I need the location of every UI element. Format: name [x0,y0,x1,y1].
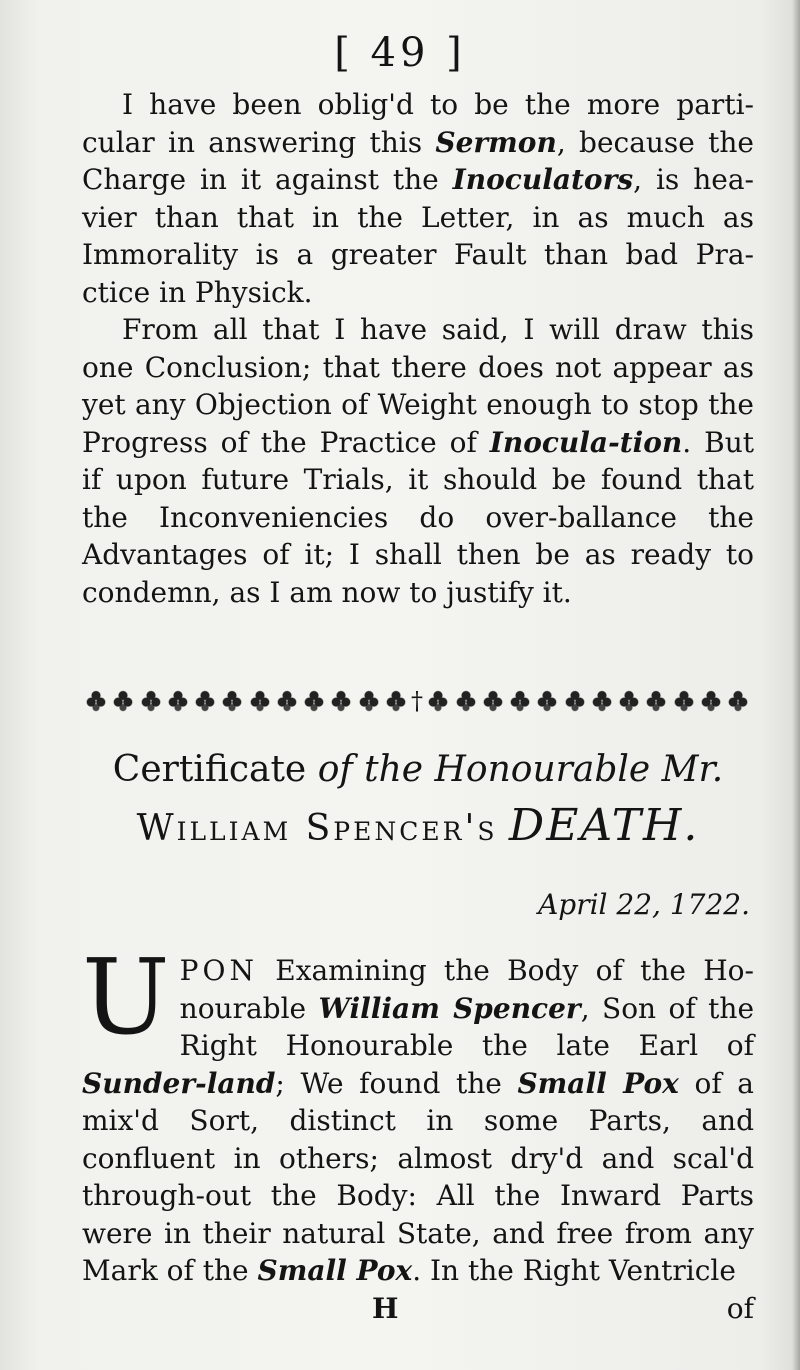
italic-run: Inoculators [452,163,634,196]
text-run: ; We found the [275,1066,518,1100]
certificate-heading [82,742,754,857]
page-footer [82,1292,754,1332]
text-run: of a mix'd Sort, distinct in some Parts, and confluent in others; almost dry'd and scal'd through-out the Body: All the Inward Parts were in their natural State, and free from any Mark of the [82,1066,755,1287]
fleuron-icon [563,690,587,712]
ornament-divider [84,686,750,716]
text-run: , is hea-vier than that in the Letter, in as much as Immorality is a greater Fault than bad Pra-ctice in Physick. [82,163,754,309]
examination-text [82,936,755,1287]
text-run: . But if upon future Trials, it should be found that the Inconveniencies do over-ballance the Advantages of it; I shall then be as ready to condemn, as I am now to justify it. [82,425,754,609]
body-text-top [82,86,754,611]
text-run: From all that I have said, I will draw this one Conclusion; that there does not appear as yet any Objection of Weight enough to stop the Progress of the Practice of [82,313,754,459]
text-run: , Son of the Right Honourable the late Earl of [179,991,755,1062]
heading-word-spencer: William Spencer's [136,808,498,849]
signature-mark: H [372,1292,399,1325]
fleuron-icon [275,690,299,712]
fleuron-icon [508,690,532,712]
fleuron-icon [454,690,478,712]
fleuron-icon [84,690,108,712]
heading-word-honourable: of the Honourable [317,749,651,790]
text-run: , because the Charge in it against the [82,125,754,196]
fleuron-icon [302,690,326,712]
certificate-date: April 22, 1722. [538,888,750,921]
first-word: PON [179,954,258,987]
fleuron-icon [384,690,408,712]
fleuron-icon [590,690,614,712]
heading-word-mr: Mr. [661,749,724,790]
fleuron-icon [248,690,272,712]
body-text-bottom [82,936,755,1290]
fleuron-icon [329,690,353,712]
dagger-icon: † [411,687,423,715]
fleuron-icon [220,690,244,712]
italic-run: Small Pox [517,1066,679,1100]
italic-run: Sermon [435,125,557,159]
italic-run: William Spencer [318,991,581,1025]
fleuron-icon [193,690,217,712]
fleuron-icon [535,690,559,712]
paragraph-examination [82,936,755,1290]
heading-word-death: DEATH. [508,800,700,851]
paragraph-sermon [82,86,754,311]
italic-run: Small Pox [257,1254,413,1287]
fleuron-icon [139,690,163,712]
fleuron-icon [111,690,135,712]
italic-run: Sunder-land [82,1066,276,1100]
drop-cap: U [82,936,170,1058]
fleuron-icon [672,690,696,712]
fleuron-icon [166,690,190,712]
fleuron-icon [726,690,750,712]
paragraph-conclusion [82,311,754,611]
catchword: of [726,1292,754,1325]
italic-run: Inocula-tion [489,425,683,459]
fleuron-icon [481,690,505,712]
fleuron-icon [699,690,723,712]
fleuron-icon [426,690,450,712]
text-run: I have been oblig'd to be the more parti-cular in answering this [82,88,754,159]
text-run: . In the Right Ventricle [412,1254,736,1287]
fleuron-icon [617,690,641,712]
text-run: Examining the Body of the Ho-nourable [179,954,754,1025]
page-edge-shadow [792,0,800,1370]
fleuron-icon [357,690,381,712]
page-number: [ 49 ] [334,30,466,76]
fleuron-icon [644,690,668,712]
heading-word-certificate: Certificate [112,749,307,790]
